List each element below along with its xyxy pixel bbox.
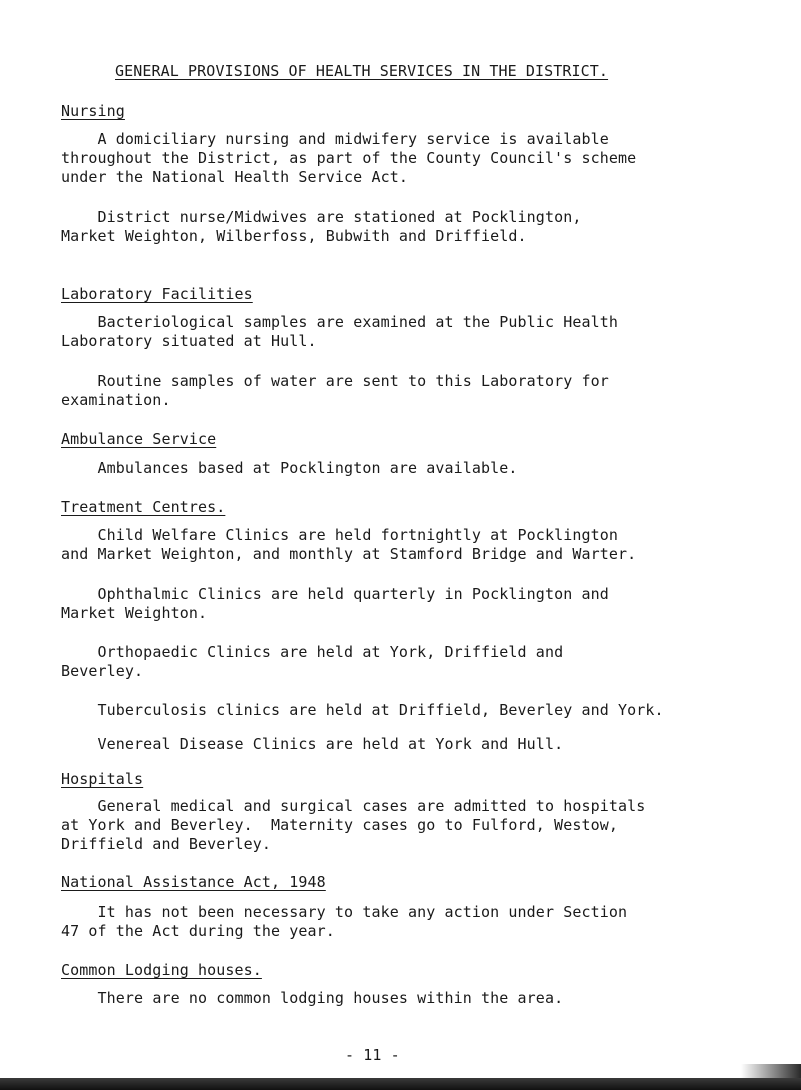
paragraph-nursing-2: District nurse/Midwives are stationed at Pocklington, Market Weighton, Wilberfoss, Bubwith and Driffield. — [61, 208, 582, 245]
scan-shadow-edge — [0, 1078, 801, 1090]
paragraph-treatment-3: Orthopaedic Clinics are held at York, Driffield and Beverley. — [61, 643, 564, 680]
heading-treatment: Treatment Centres. — [61, 498, 226, 516]
paragraph-treatment-2: Ophthalmic Clinics are held quarterly in Pocklington and Market Weighton. — [61, 585, 609, 622]
paragraph-ambulance-1: Ambulances based at Pocklington are available. — [61, 459, 518, 477]
page-title: GENERAL PROVISIONS OF HEALTH SERVICES IN THE DISTRICT. — [115, 62, 609, 80]
heading-national-assistance: National Assistance Act, 1948 — [61, 873, 326, 891]
heading-laboratory: Laboratory Facilities — [61, 285, 253, 303]
page-number: - 11 - — [345, 1046, 400, 1064]
paragraph-national-assistance-1: It has not been necessary to take any action under Section 47 of the Act during the year. — [61, 903, 628, 940]
heading-nursing: Nursing — [61, 102, 125, 120]
heading-ambulance: Ambulance Service — [61, 430, 217, 448]
paragraph-treatment-4: Tuberculosis clinics are held at Driffield, Beverley and York. — [61, 701, 664, 719]
paragraph-laboratory-1: Bacteriological samples are examined at the Public Health Laboratory situated at Hull. — [61, 313, 618, 350]
heading-common-lodging: Common Lodging houses. — [61, 961, 262, 979]
heading-hospitals: Hospitals — [61, 770, 144, 788]
paragraph-nursing-1: A domiciliary nursing and midwifery service is available throughout the District, as part of the County Council's scheme under the National Health Service Act. — [61, 130, 637, 186]
paragraph-hospitals-1: General medical and surgical cases are admitted to hospitals at York and Beverley. Maternity cases go to Fulford, Westow, Driffield and Beverley. — [61, 797, 646, 853]
paragraph-treatment-5: Venereal Disease Clinics are held at York and Hull. — [61, 735, 564, 753]
paragraph-common-lodging-1: There are no common lodging houses within the area. — [61, 989, 564, 1007]
paragraph-laboratory-2: Routine samples of water are sent to this Laboratory for examination. — [61, 372, 609, 409]
paragraph-treatment-1: Child Welfare Clinics are held fortnightly at Pocklington and Market Weighton, and monthly at Stamford Bridge and Warter. — [61, 526, 637, 563]
